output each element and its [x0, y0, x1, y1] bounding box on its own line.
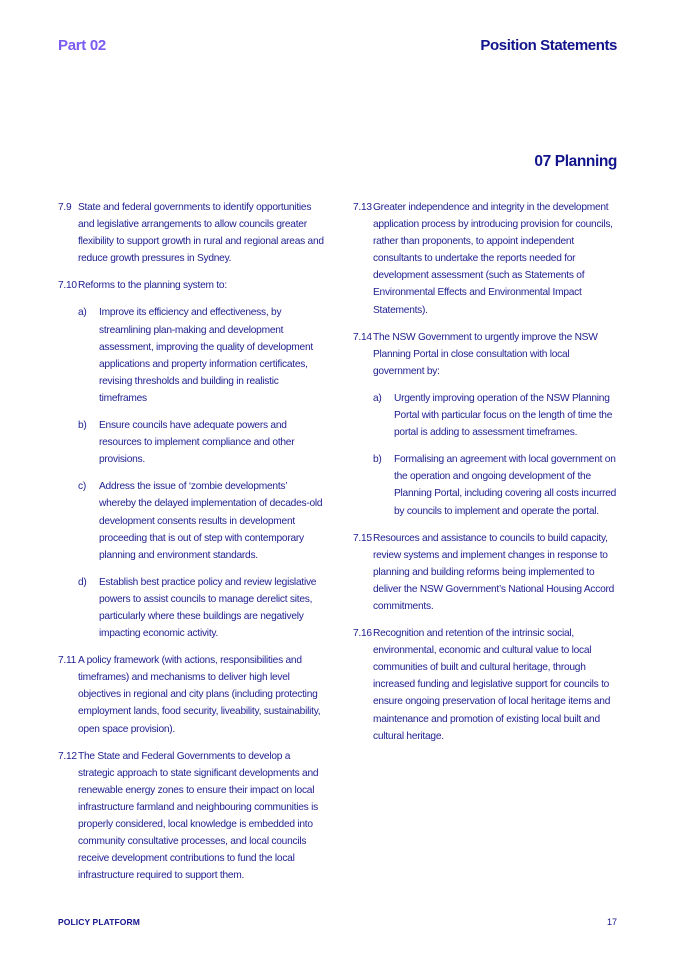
sub-item [78, 478, 326, 563]
item-text: State and federal governments to identify opportunities and legislative arrangements to allow councils greater flexibility to support growth in rural and regional areas and reduce growth pressures in Sydney. [78, 202, 324, 265]
sub-item-letter: b) [78, 420, 87, 432]
policy-item [353, 625, 619, 745]
policy-item [58, 277, 326, 642]
policy-item [353, 329, 619, 520]
left-column [58, 199, 326, 894]
footer-label: POLICY PLATFORM [58, 917, 140, 927]
item-number: 7.14 [353, 331, 372, 343]
policy-item [58, 748, 326, 885]
item-text: Reforms to the planning system to: [78, 280, 227, 292]
sub-item-text: Urgently improving operation of the NSW Planning Portal with particular focus on the length of time the portal is adding to assessment timeframes. [394, 392, 613, 439]
item-number: 7.10 [58, 280, 77, 292]
sub-item-text: Address the issue of ‘zombie developments’ whereby the delayed implementation of decades-old development consents results in development proceeding that is out of step with contemporary planning and environment standards. [99, 481, 323, 561]
sub-item-text: Establish best practice policy and review legislative powers to assist councils to manage derelict sites, particularly where these buildings are negatively impacting economic activity. [99, 576, 317, 640]
policy-item [353, 530, 619, 615]
policy-item [58, 199, 326, 267]
sub-item [78, 417, 326, 468]
sub-item-letter: a) [373, 392, 382, 404]
item-number: 7.15 [353, 532, 372, 544]
sub-item-text: Improve its efficiency and effectiveness, by streamlining plan-making and development assessment, improving the quality of development applications and property information certificates, revising thresholds and building in realistic timeframes [99, 307, 313, 404]
sub-item-letter: b) [373, 454, 382, 466]
item-text: A policy framework (with actions, responsibilities and timeframes) and mechanisms to deliver high level objectives in regional and city plans (including protecting employment lands, food security, liveability, sustainability, open space provision). [78, 655, 321, 735]
chapter-heading: 07 Planning [534, 153, 617, 170]
sub-item [78, 304, 326, 407]
item-number: 7.12 [58, 750, 77, 762]
part-label: Part 02 [58, 37, 106, 54]
page-number: 17 [606, 917, 617, 927]
sub-item-letter: d) [78, 576, 87, 588]
item-number: 7.13 [353, 202, 372, 213]
sub-item-letter: a) [78, 307, 87, 319]
sub-item [373, 451, 619, 519]
item-text: Resources and assistance to councils to build capacity, review systems and implement changes in response to planning and building reforms being implemented to deliver the NSW Government’s National Housing Accord commitments. [373, 532, 615, 612]
sub-item [78, 574, 326, 642]
item-number: 7.9 [58, 202, 72, 213]
right-column [353, 199, 619, 755]
item-text: Recognition and retention of the intrinsic social, environmental, economic and cultural value to local communities of built and cultural heritage, through increased funding and legislative support for councils to ensure ongoing preservation of local heritage items and maintenance and promotion of existing local built and cultural heritage. [373, 628, 611, 742]
policy-item [58, 652, 326, 737]
item-text: The State and Federal Governments to develop a strategic approach to state significant developments and renewable energy zones to ensure their impact on local infrastructure farmland and neighbouring communities is properly considered, local knowledge is embedded into community consultative processes, and local councils receive development contributions to fund the local infrastructure required to support them. [78, 750, 319, 882]
item-number: 7.16 [353, 628, 372, 640]
sub-item-letter: c) [78, 481, 86, 493]
sub-item [373, 390, 619, 441]
sub-item-text: Formalising an agreement with local government on the operation and ongoing development of the Planning Portal, including covering all costs incurred by councils to implement and operate the portal. [394, 454, 617, 517]
section-title: Position Statements [480, 37, 617, 54]
item-text: The NSW Government to urgently improve the NSW Planning Portal in close consultation with local government by: [373, 331, 598, 377]
sub-item-text: Ensure councils have adequate powers and resources to implement compliance and other provisions. [99, 420, 295, 466]
item-number: 7.11 [58, 655, 77, 667]
item-text: Greater independence and integrity in the development application process by introducing provision for councils, rather than proponents, to appoint independent consultants to undertake the reports needed for development assessment (such as Statements of Environmental Effects and Environmental Impact Statements). [373, 202, 613, 316]
policy-item [353, 199, 619, 319]
